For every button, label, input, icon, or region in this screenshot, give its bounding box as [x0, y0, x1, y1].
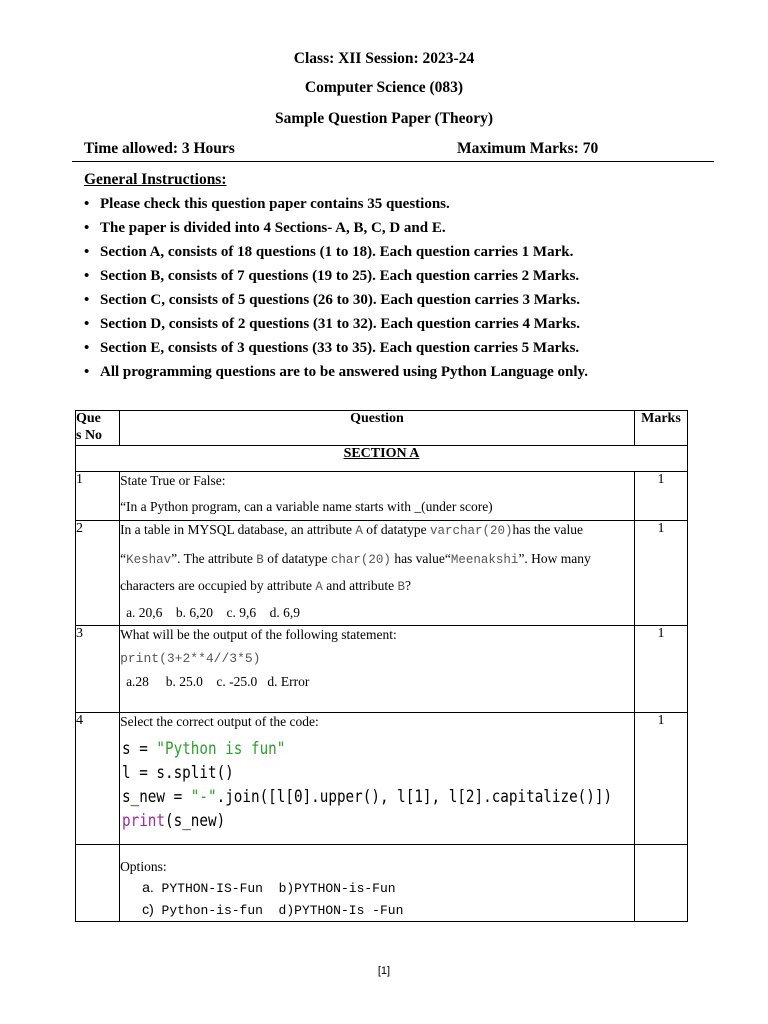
instruction-item: • Section E, consists of 3 questions (33 to 35). Each question carries 5 Marks. — [84, 340, 580, 356]
question-3-code: print(3+2**4//3*5) — [120, 650, 261, 666]
table-row — [76, 625, 688, 712]
bullet-icon: • — [84, 316, 90, 332]
bullet-icon: • — [84, 196, 90, 212]
question-number-empty — [76, 844, 120, 921]
bullet-icon: • — [84, 220, 90, 236]
header-ques-no: Que s No — [76, 411, 120, 446]
instructions-list — [84, 194, 588, 386]
question-4-code-block: s = "Python is fun" l = s.split() s_new = "-".join([l[0].upper(), l[1], l[2].capitalize()]) print(s_new) — [122, 738, 613, 831]
instruction-item: • Section A, consists of 18 questions (1 to 18). Each question carries 1 Mark. — [84, 244, 574, 260]
question-marks: 1 — [634, 520, 687, 625]
instruction-item: • Section B, consists of 7 questions (19 to 25). Each question carries 2 Marks. — [84, 268, 580, 284]
header-marks: Marks — [634, 411, 687, 446]
question-3-options: a.28 b. 25.0 c. -25.0 d. Error — [126, 674, 310, 690]
header-question: Question — [120, 411, 635, 446]
question-number: 3 — [76, 625, 120, 712]
question-1-text: State True or False: “In a Python program, can a variable name starts with _(under score) — [120, 471, 635, 520]
header-divider — [72, 161, 714, 162]
bullet-icon: • — [84, 268, 90, 284]
question-marks-empty — [634, 844, 687, 921]
question-marks: 1 — [634, 471, 687, 520]
time-allowed: Time allowed: 3 Hours — [84, 140, 235, 157]
table-header-row — [76, 411, 688, 446]
page-number: [1] — [377, 965, 391, 977]
bullet-icon: • — [84, 364, 90, 380]
instruction-item: • All programming questions are to be answered using Python Language only. — [84, 364, 588, 380]
instructions-title: General Instructions: — [84, 171, 227, 188]
bullet-icon: • — [84, 292, 90, 308]
maximum-marks: Maximum Marks: 70 — [457, 140, 599, 157]
question-2-text: In a table in MYSQL database, an attribute A of datatype varchar(20)has the value “Keshav”. The attribute B of datatype char(20) has value“Meenakshi”. How many characters are occupied by attribute A and attribute B? a. 20,6 b. 6,20 c. 9,6 d. 6,9 — [120, 520, 635, 625]
question-marks: 1 — [634, 625, 687, 712]
class-session-line: Class: XII Session: 2023-24 — [293, 50, 475, 67]
question-table — [75, 410, 688, 922]
instruction-item: • Section C, consists of 5 questions (26 to 30). Each question carries 3 Marks. — [84, 292, 580, 308]
question-4-text: Select the correct output of the code: s = "Python is fun" l = s.split() s_new = "-".join([l[0].upper(), l[1], l[2].capitalize()]) print(s_new) — [120, 712, 635, 844]
instruction-item: • Please check this question paper contains 35 questions. — [84, 196, 450, 212]
question-2-options: a. 20,6 b. 6,20 c. 9,6 d. 6,9 — [126, 604, 301, 620]
subject-line: Computer Science (083) — [304, 79, 464, 96]
question-number: 1 — [76, 471, 120, 520]
question-marks: 1 — [634, 712, 687, 844]
table-row — [76, 712, 688, 844]
question-3-text: What will be the output of the following statement: print(3+2**4//3*5) a.28 b. 25.0 c. -25.0 d. Error — [120, 625, 635, 712]
bullet-icon: • — [84, 340, 90, 356]
table-row — [76, 844, 688, 921]
section-row — [76, 445, 688, 471]
question-number: 2 — [76, 520, 120, 625]
table-row — [76, 520, 688, 625]
table-row — [76, 471, 688, 520]
bullet-icon: • — [84, 244, 90, 260]
instruction-item: • Section D, consists of 2 questions (31 to 32). Each question carries 4 Marks. — [84, 316, 580, 332]
question-number: 4 — [76, 712, 120, 844]
section-a-title: SECTION A — [76, 445, 688, 471]
paper-type-line: Sample Question Paper (Theory) — [275, 110, 493, 127]
question-4-options: Options: a. PYTHON-IS-Fun b)PYTHON-is-Fun c) Python-is-fun d)PYTHON-Is -Fun — [120, 844, 635, 921]
instruction-item: • The paper is divided into 4 Sections- A, B, C, D and E. — [84, 220, 446, 236]
